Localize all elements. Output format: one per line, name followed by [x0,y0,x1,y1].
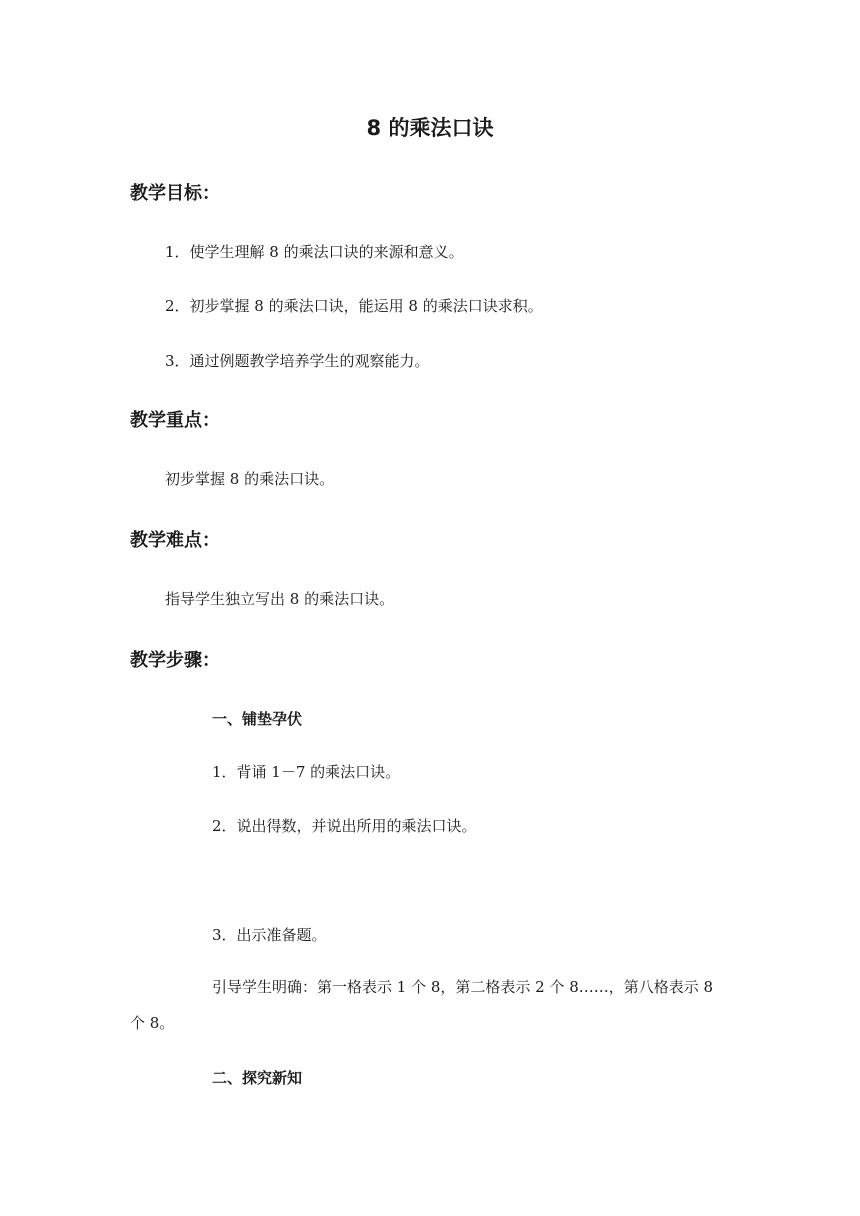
objectives-heading: 教学目标： [130,183,220,204]
objective-item-1: 1．使学生理解 8 的乘法口诀的来源和意义。 [165,243,464,261]
section1-note: 引导学生明确：第一格表示 1 个 8，第二格表示 2 个 8……，第八格表示 8 个 8。 [130,978,714,1032]
section2-title: 二、探究新知 [212,1069,303,1087]
key-point-text: 初步掌握 8 的乘法口诀。 [165,470,335,488]
section1-item-1: 1．背诵 1－7 的乘法口诀。 [212,763,401,781]
section1-item-3: 3．出示准备题。 [212,926,327,944]
key-point-heading: 教学重点： [130,410,220,431]
difficulty-heading: 教学难点： [130,530,220,551]
objective-item-2: 2．初步掌握 8 的乘法口诀，能运用 8 的乘法口诀求积。 [165,297,543,315]
objective-item-3: 3．通过例题教学培养学生的观察能力。 [165,352,430,370]
page-title: 8 的乘法口诀 [366,116,494,140]
section1-title: 一、铺垫孕伏 [212,710,303,728]
steps-heading: 教学步骤： [130,650,220,671]
difficulty-text: 指导学生独立写出 8 的乘法口诀。 [165,590,395,608]
section1-item-2: 2．说出得数，并说出所用的乘法口诀。 [212,817,477,835]
